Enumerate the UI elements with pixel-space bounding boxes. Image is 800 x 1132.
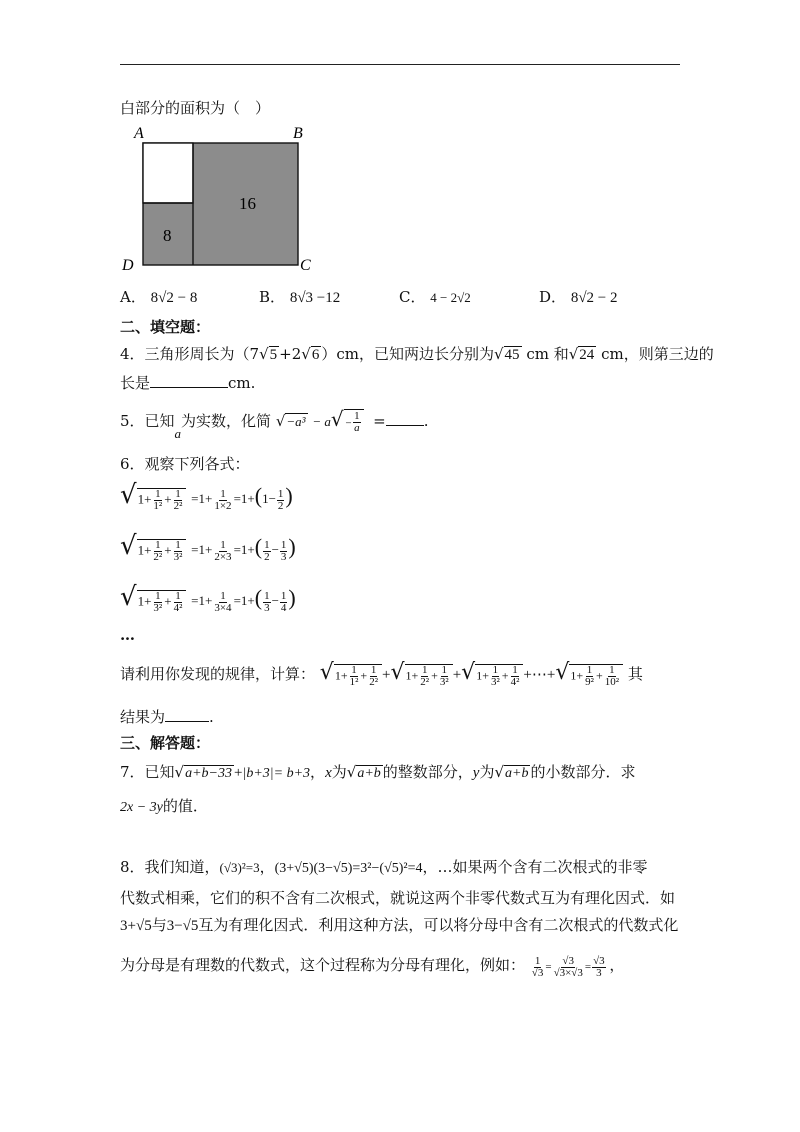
q5-term: − a — [312, 414, 331, 429]
q8-text: ，…如果两个含有二次根式的非零 — [422, 858, 648, 876]
q8-line1 — [120, 856, 648, 877]
section-2-title: 二、填空题： — [120, 318, 211, 336]
option-letter: C． — [399, 288, 426, 306]
radical-icon: √ — [259, 345, 269, 363]
fraction-denominator: 10² — [604, 675, 620, 688]
radical-icon: √ — [568, 345, 579, 363]
big-square-area: 16 — [239, 194, 256, 213]
fraction-denominator: 3² — [173, 550, 183, 563]
option-d[interactable] — [539, 286, 618, 307]
q3-figure — [118, 118, 328, 278]
radical-icon: √ — [120, 480, 137, 510]
fraction-denominator: 2×3 — [214, 550, 232, 563]
radical-icon: √ — [120, 582, 137, 612]
radical-icon: √ — [493, 345, 504, 363]
option-letter: B． — [259, 288, 286, 306]
q4-line2 — [120, 372, 255, 393]
fraction-denominator: 2² — [369, 675, 379, 688]
fraction-denominator: 3² — [490, 675, 500, 688]
q7-line2 — [120, 795, 208, 816]
q5-text: . — [423, 412, 429, 430]
radicand: 6 — [311, 347, 320, 363]
fraction-denominator: 3×4 — [214, 601, 232, 614]
q7-text: 的整数部分， — [382, 763, 473, 781]
q6-title: 6．观察下列各式： — [120, 455, 250, 473]
option-expr: 8√2 − 2 — [570, 290, 618, 306]
fraction-denominator: 3 — [264, 601, 270, 614]
radical-icon: √ — [555, 660, 570, 685]
fraction-denominator: 2² — [173, 499, 183, 512]
radical-icon: √ — [319, 660, 334, 685]
q6-calc-line: 请利用你发现的规律，计算： √1+ $\frac{1}{\text{1²}}$ + $\frac{1}{\text{2²}}$ +√1+ $\frac{1}{\text{2²}}$ + $\frac{1}{\text{3²}}$ +√1+ $\frac{1}{\text{3²}}$ + $\frac{1}{\text{4²}}$ +⋯+√1+ $\frac{1}{\text{9²}}$ + $\frac{1}{\text{10²}}$ 其 — [120, 660, 643, 688]
section-3-title: 三、解答题： — [120, 734, 211, 752]
q4-text: +2 — [279, 345, 302, 363]
fraction-denominator: 2² — [153, 550, 163, 563]
label-c: C — [300, 257, 311, 274]
option-expr: 4 − 2√2 — [430, 290, 471, 305]
option-b[interactable] — [259, 286, 340, 307]
fraction-denominator: 2² — [420, 675, 430, 688]
fraction-denominator: 1² — [153, 499, 163, 512]
radicand: −a³ — [286, 414, 306, 429]
q8-text: 8．我们知道， — [120, 858, 220, 876]
q4-text: 4．三角形周长为（7 — [120, 345, 260, 363]
q6-text: 请利用你发现的规律，计算： — [120, 665, 316, 683]
q4-text: 长是 — [120, 374, 151, 392]
radical-icon: √ — [330, 407, 344, 431]
var-x: x — [325, 765, 332, 781]
var-y: y — [472, 765, 480, 781]
fraction-denominator: 9² — [585, 675, 594, 688]
q7-rhs: = b+3 — [273, 766, 311, 781]
answer-blank[interactable] — [165, 707, 209, 722]
radical-icon: √ — [461, 660, 476, 685]
q8-expr: 3−√5 — [166, 918, 199, 934]
radical-icon: √ — [346, 763, 357, 781]
q6-formula-3: √1+ $\frac{1}{\text{3²}}$ + $\frac{1}{\text{4²}}$ =1+ $\frac{1}{3\times 4}$ =1+( $\frac{1}{3}$ − $\frac{1}{4}$ ) — [120, 582, 296, 614]
answer-blank[interactable] — [386, 411, 424, 426]
fraction-numerator: 1 — [354, 409, 360, 422]
q6-formula-1: √1+ $\frac{1}{\text{1²}}$ + $\frac{1}{\text{2²}}$ =1+ $\frac{1}{1\times 2}$ =1+(1− $\frac{1}{2}$ ) — [120, 480, 293, 512]
option-expr: 8√2 − 8 — [150, 290, 198, 306]
radical-icon: √ — [390, 660, 405, 685]
q4-text: cm，则第三边的 — [601, 345, 714, 363]
label-a: A — [134, 125, 144, 142]
radicand: a+b — [357, 766, 381, 781]
q8-expr: 3+√5 — [120, 918, 152, 934]
radicand: 5 — [269, 347, 278, 363]
radical-icon: √ — [120, 531, 137, 561]
q4-line1 — [120, 343, 714, 364]
q7-text: 的值． — [162, 797, 208, 815]
q7-expr: 2x − 3y — [120, 800, 163, 815]
q8-line4: 为分母是有理数的代数式，这个过程称为分母有理化，例如： $\frac{1}{√3}$ = $\frac{√3}{√3\times√3}$ = $\frac{√3}{3}$ ， — [120, 954, 625, 979]
radical-icon: √ — [275, 412, 286, 430]
q6-text: 其 — [627, 665, 643, 683]
q8-text: ， — [259, 858, 275, 876]
label-b: B — [293, 125, 303, 142]
fraction-denominator: 4² — [173, 601, 183, 614]
fraction-denominator: 3² — [153, 601, 163, 614]
q7-abs: |b+3| — [242, 766, 274, 781]
answer-blank[interactable] — [150, 373, 228, 388]
q8-text: 互为有理化因式．利用这种方法，可以将分母中含有二次根式的代数式化 — [198, 916, 679, 934]
q8-text: 与 — [151, 916, 167, 934]
option-a[interactable] — [120, 286, 197, 307]
q5-text: 为实数，化简 — [181, 412, 272, 430]
q8-line2: 代数式相乘，它们的积不含有二次根式，就说这两个非零代数式互为有理化因式．如 — [120, 889, 676, 907]
q7-text: 7．已知 — [120, 763, 175, 781]
q4-text: cm. — [228, 374, 256, 392]
fraction-denominator: 4 — [280, 601, 287, 614]
q7-text: ， — [310, 763, 326, 781]
q5-line: 5．已知a为实数，化简 √−a³ − a√− $\frac{1}{a}$ = . — [120, 407, 429, 441]
q6-text: 结果为 — [120, 708, 166, 726]
fraction-denominator: 2 — [277, 499, 284, 512]
fraction-denominator: 1² — [349, 675, 359, 688]
fraction-denominator: 2 — [264, 550, 270, 563]
q8-expr: (√3)²=3 — [219, 860, 260, 875]
q7-text: 为 — [479, 763, 495, 781]
radical-icon: √ — [494, 763, 505, 781]
q7-line1: 7．已知√a+b−33 +|b+3|= b+3，x为√a+b 的整数部分，y为√a+b 的小数部分．求 — [120, 763, 636, 781]
option-letter: D． — [539, 288, 567, 306]
radical-icon: √ — [301, 345, 311, 363]
small-square-area: 8 — [163, 226, 172, 245]
q5-var: a — [174, 426, 182, 441]
q6-ellipsis: … — [120, 626, 135, 644]
radicand: a+b — [505, 766, 529, 781]
radicand: 24 — [579, 347, 595, 363]
q8-text: 为分母是有理数的代数式，这个过程称为分母有理化，例如： — [120, 956, 526, 974]
header-rule — [120, 64, 680, 65]
q5-text: 5．已知 — [120, 412, 175, 430]
fraction-denominator: 4² — [510, 675, 520, 688]
option-c[interactable] — [399, 286, 471, 307]
label-d: D — [122, 257, 134, 274]
option-letter: A． — [120, 288, 146, 306]
option-expr: 8√3 −12 — [289, 290, 341, 306]
radicand: a+b−33 — [185, 766, 233, 781]
q6-formula-2: √1+ $\frac{1}{\text{2²}}$ + $\frac{1}{\text{3²}}$ =1+ $\frac{1}{2\times 3}$ =1+( $\frac{1}{2}$ − $\frac{1}{3}$ ) — [120, 531, 296, 563]
fraction-denominator: 1×2 — [214, 499, 232, 512]
q8-line3 — [120, 914, 678, 935]
radicand: 45 — [504, 347, 520, 363]
q4-text: ）cm，已知两边长分别为 — [321, 345, 494, 363]
q4-text: cm 和 — [526, 345, 569, 363]
radical-icon: √ — [174, 763, 185, 781]
q6-text: . — [209, 708, 214, 726]
q7-text: 为 — [331, 763, 347, 781]
fraction-denominator: 3² — [439, 675, 449, 688]
q8-text: ， — [609, 956, 625, 974]
fraction-denominator: a — [354, 421, 360, 434]
q5-eq: = — [373, 412, 386, 430]
q8-expr: (3+√5)(3−√5)=3²−(√5)²=4 — [274, 861, 423, 876]
q3-stem-tail: 白部分的面积为（ ） — [120, 99, 271, 117]
q6-result-line — [120, 706, 214, 727]
fraction-denominator: 3 — [280, 550, 287, 563]
q7-text: 的小数部分．求 — [530, 763, 636, 781]
